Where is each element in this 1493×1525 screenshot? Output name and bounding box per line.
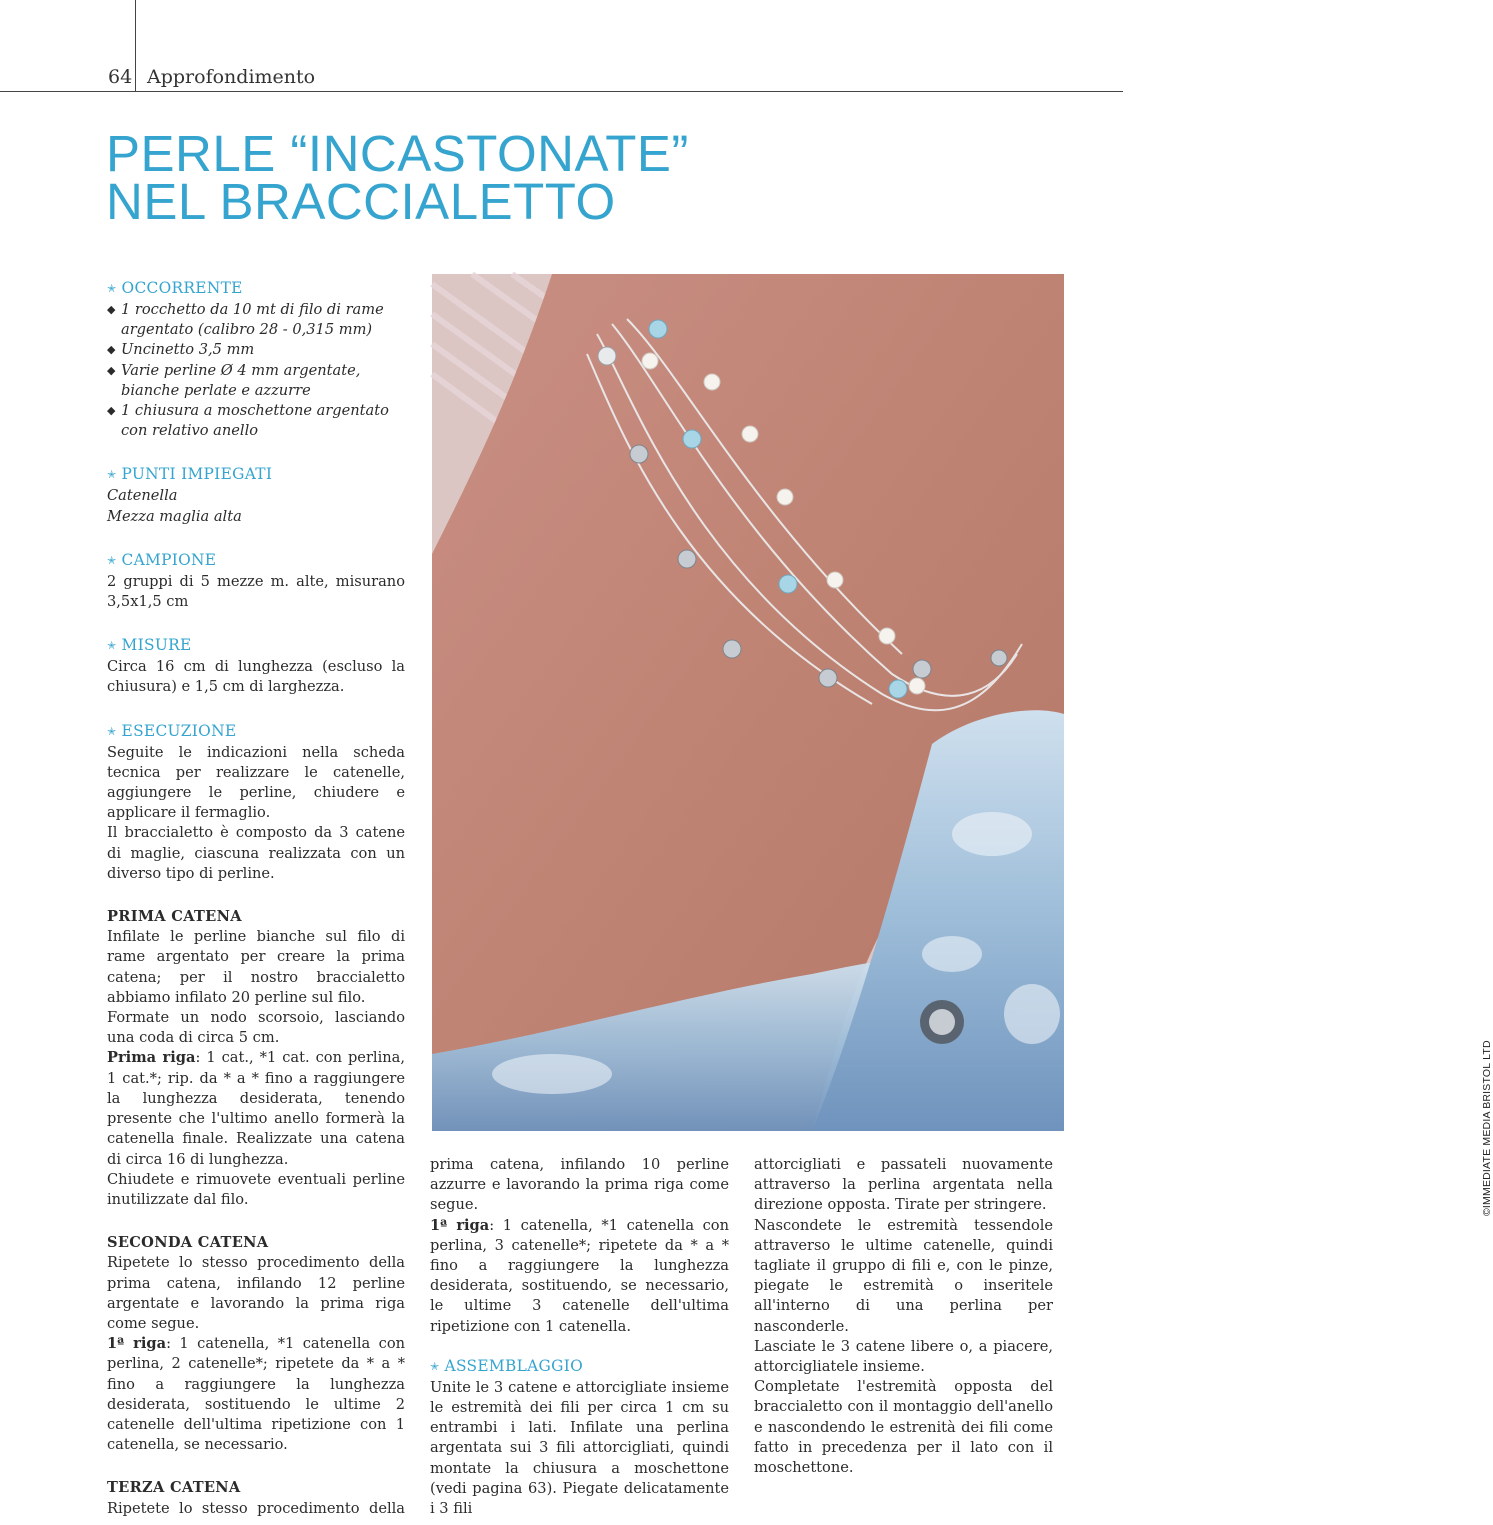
terza-catena-paragraph-start: Ripetete lo stesso procedimento della bbox=[107, 1499, 405, 1517]
assemblaggio-paragraph: Lasciate le 3 catene libere o, a piacere, attorcigliatele insieme. bbox=[754, 1337, 1053, 1376]
star-icon: ✭ bbox=[107, 724, 117, 738]
row-label: Prima riga bbox=[107, 1049, 196, 1067]
assemblaggio-paragraph: Nascondete le estremità tessendole attraverso le ultime catenelle, quindi tagliate il gruppo di fili e, con le pinze, piegate le estremità o inseritele all'interno di una perlina per nasconderle. bbox=[754, 1216, 1053, 1335]
text-column-3 bbox=[754, 1155, 1053, 1478]
assemblaggio-paragraph: Completate l'estremità opposta del braccialetto con il montaggio dell'anello e nascondendo le estrenità dei fili come fatto in precedenza per il lato con il moschettone. bbox=[754, 1378, 1053, 1477]
star-icon: ✭ bbox=[107, 639, 117, 653]
title-line-2: NEL BRACCIALETTO bbox=[106, 173, 616, 230]
prima-catena-heading: PRIMA CATENA bbox=[107, 908, 242, 926]
diamond-bullet-icon: ◆ bbox=[107, 404, 116, 418]
seconda-catena-row: 1ª riga: 1 catenella, *1 catenella con perlina, 2 catenelle*; ripetete da * a * fino a raggiungere la lunghezza desiderata, sostituendo le ultime 2 catenelle dell'ultima ripetizione con 1 catenella, se necessario. bbox=[107, 1335, 406, 1454]
diamond-bullet-icon: ◆ bbox=[107, 363, 116, 377]
prima-catena-row: Prima riga: 1 cat., *1 cat. con perlina, 1 cat.*; rip. da * a * fino a raggiungere la lunghezza desiderata, tenendo presente che l'ultimo anello formerà la catenella finale. Realizzate una catena di circa 16 di lunghezza. bbox=[107, 1049, 405, 1168]
text-column-2 bbox=[430, 1155, 729, 1519]
page-number: 64 bbox=[108, 66, 133, 88]
campione-text: 2 gruppi di 5 mezze m. alte, misurano 3,5x1,5 cm bbox=[107, 572, 405, 611]
star-icon: ✭ bbox=[430, 1359, 440, 1373]
section-heading-punti: ✭ PUNTI IMPIEGATI bbox=[107, 465, 273, 484]
section-heading-occorrente: ✭ OCCORRENTE bbox=[107, 279, 243, 297]
seconda-catena-heading: SECONDA CATENA bbox=[107, 1234, 269, 1252]
prima-catena-paragraph: Chiudete e rimuovete eventuali perline inutilizzate dal filo. bbox=[107, 1170, 405, 1208]
list-item: ◆ 1 rocchetto da 10 mt di filo di rame argentato (calibro 28 - 0,315 mm) bbox=[107, 301, 384, 339]
prima-catena-paragraph: Formate un nodo scorsoio, lasciando una coda di circa 5 cm. bbox=[107, 1009, 405, 1047]
section-heading-assemblaggio: ✭ ASSEMBLAGGIO bbox=[430, 1356, 583, 1375]
diamond-bullet-icon: ◆ bbox=[107, 303, 116, 316]
star-icon: ✭ bbox=[107, 282, 117, 295]
stitch-name: Mezza maglia alta bbox=[107, 507, 242, 525]
header-rule bbox=[0, 91, 1123, 92]
section-name: Approfondimento bbox=[147, 66, 316, 88]
misure-text: Circa 16 cm di lunghezza (escluso la chiusura) e 1,5 cm di larghezza. bbox=[107, 658, 405, 696]
stitch-name: Catenella bbox=[107, 487, 178, 505]
text-column-1 bbox=[107, 278, 405, 1519]
bracelet-illustration bbox=[432, 274, 1064, 1131]
assemblaggio-paragraph-start: Unite le 3 catene e attorcigliate insieme le estremità dei fili per circa 1 cm su entrambi i lati. Infilate una perlina argentata sui 3 fili attorcigliati, quindi montate la chiusura a moschettone (vedi pagina 63). Piegate delicatamente i 3 fili bbox=[430, 1378, 729, 1518]
prima-catena-paragraph: Infilate le perline bianche sul filo di rame argentato per creare la prima catena; per il nostro braccialetto abbiamo infilato 20 perline sul filo. bbox=[107, 928, 405, 1006]
section-heading-misure: ✭ MISURE bbox=[107, 636, 192, 655]
seconda-catena-paragraph: Ripetete lo stesso procedimento della prima catena, infilando 12 perline argentate e lavorando la prima riga come segue. bbox=[107, 1254, 405, 1332]
title-line-1: PERLE “INCASTONATE” bbox=[106, 125, 689, 182]
esecuzione-paragraph: Il braccialetto è composto da 3 catene di maglie, ciascuna realizzata con un diverso tipo di perline. bbox=[107, 824, 405, 882]
star-icon: ✭ bbox=[107, 468, 117, 482]
materials-list bbox=[107, 300, 405, 441]
section-heading-esecuzione: ✭ ESECUZIONE bbox=[107, 721, 237, 740]
list-item: ◆ Varie perline Ø 4 mm argentate, bianche perlate e azzurre bbox=[107, 361, 361, 399]
diamond-bullet-icon: ◆ bbox=[107, 343, 116, 357]
page-header bbox=[108, 66, 315, 88]
list-item: ◆ Uncinetto 3,5 mm bbox=[107, 340, 405, 360]
row-label: 1ª riga bbox=[430, 1216, 490, 1234]
terza-catena-paragraph-end: prima catena, infilando 10 perline azzurre e lavorando la prima riga come segue. bbox=[430, 1156, 729, 1214]
section-heading-campione: ✭ CAMPIONE bbox=[107, 550, 217, 569]
row-label: 1ª riga bbox=[107, 1335, 167, 1353]
article-title bbox=[106, 125, 689, 230]
terza-catena-heading: TERZA CATENA bbox=[107, 1479, 241, 1497]
list-item: ◆ 1 chiusura a moschettone argentato con relativo anello bbox=[107, 402, 389, 440]
esecuzione-paragraph: Seguite le indicazioni nella scheda tecnica per realizzare le catenelle, aggiungere le perline, chiudere e applicare il fermaglio. bbox=[107, 743, 405, 822]
star-icon: ✭ bbox=[107, 553, 117, 567]
assemblaggio-paragraph-end: attorcigliati e passateli nuovamente attraverso la perlina argentata nella direzione opposta. Tirate per stringere. bbox=[754, 1156, 1053, 1214]
header-divider-vertical bbox=[135, 0, 136, 92]
terza-catena-row: 1ª riga: 1 catenella, *1 catenella con perlina, 3 catenelle*; ripetete da * a * fino a raggiungere la lunghezza desiderata, sostituendo, se necessario, le ultime 3 catenelle dell'ultima ripetizione con 1 catenella. bbox=[430, 1216, 729, 1335]
photo-credit: ©IMMEDIATE MEDIA BRISTOL LTD bbox=[1481, 1040, 1493, 1216]
